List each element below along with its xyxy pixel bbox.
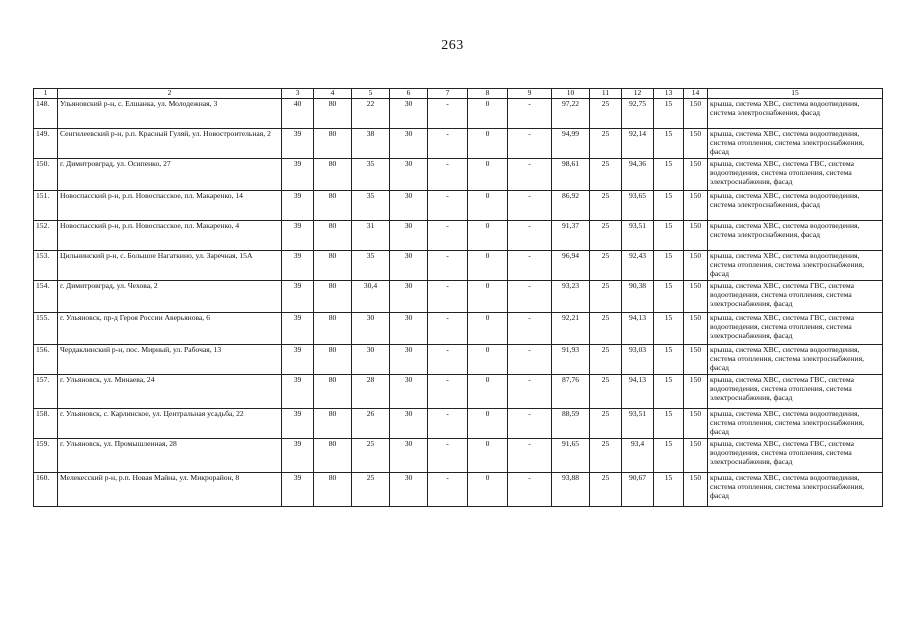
- value-cell-c9: -: [508, 281, 552, 313]
- value-cell-c9: -: [508, 191, 552, 221]
- value-cell-c4: 80: [314, 191, 352, 221]
- value-cell-c5: 31: [352, 221, 390, 251]
- value-cell-c7: -: [428, 281, 468, 313]
- value-cell-c7: -: [428, 345, 468, 375]
- value-cell-c8: 0: [468, 191, 508, 221]
- value-cell-c10: 93,88: [552, 473, 590, 507]
- column-header: 14: [684, 89, 708, 99]
- row-number-cell: 160.: [34, 473, 58, 507]
- value-cell-c8: 0: [468, 99, 508, 129]
- table-row: [34, 221, 883, 251]
- row-number-cell: 158.: [34, 409, 58, 439]
- value-cell-c6: 30: [390, 191, 428, 221]
- value-cell-c10: 91,93: [552, 345, 590, 375]
- value-cell-c3: 39: [282, 313, 314, 345]
- value-cell-c9: -: [508, 99, 552, 129]
- value-cell-c11: 25: [590, 281, 622, 313]
- table-row: [34, 99, 883, 129]
- value-cell-c11: 25: [590, 129, 622, 159]
- value-cell-c14: 150: [684, 129, 708, 159]
- value-cell-c6: 30: [390, 221, 428, 251]
- column-header: 3: [282, 89, 314, 99]
- value-cell-c14: 150: [684, 99, 708, 129]
- row-number-cell: 152.: [34, 221, 58, 251]
- value-cell-c7: -: [428, 159, 468, 191]
- value-cell-c5: 22: [352, 99, 390, 129]
- row-number-cell: 156.: [34, 345, 58, 375]
- column-header: 15: [708, 89, 883, 99]
- value-cell-c11: 25: [590, 221, 622, 251]
- value-cell-c14: 150: [684, 313, 708, 345]
- works-cell: крыша, система ХВС, система водоотведения, система электроснабжения, фасад: [708, 221, 883, 251]
- value-cell-c6: 30: [390, 99, 428, 129]
- row-number-cell: 154.: [34, 281, 58, 313]
- value-cell-c4: 80: [314, 159, 352, 191]
- value-cell-c11: 25: [590, 375, 622, 409]
- value-cell-c10: 87,76: [552, 375, 590, 409]
- value-cell-c3: 39: [282, 221, 314, 251]
- value-cell-c9: -: [508, 439, 552, 473]
- value-cell-c4: 80: [314, 221, 352, 251]
- column-header: 11: [590, 89, 622, 99]
- value-cell-c9: -: [508, 345, 552, 375]
- value-cell-c7: -: [428, 99, 468, 129]
- value-cell-c12: 90,38: [622, 281, 654, 313]
- value-cell-c7: -: [428, 439, 468, 473]
- value-cell-c3: 39: [282, 159, 314, 191]
- value-cell-c10: 97,22: [552, 99, 590, 129]
- works-cell: крыша, система ХВС, система водоотведения, система электроснабжения, фасад: [708, 191, 883, 221]
- works-cell: крыша, система ХВС, система водоотведения, система электроснабжения, фасад: [708, 99, 883, 129]
- value-cell-c3: 39: [282, 473, 314, 507]
- value-cell-c9: -: [508, 409, 552, 439]
- value-cell-c14: 150: [684, 191, 708, 221]
- value-cell-c6: 30: [390, 159, 428, 191]
- column-header: 5: [352, 89, 390, 99]
- value-cell-c13: 15: [654, 221, 684, 251]
- column-header: 13: [654, 89, 684, 99]
- value-cell-c13: 15: [654, 439, 684, 473]
- value-cell-c14: 150: [684, 281, 708, 313]
- value-cell-c13: 15: [654, 345, 684, 375]
- value-cell-c4: 80: [314, 439, 352, 473]
- value-cell-c13: 15: [654, 191, 684, 221]
- value-cell-c5: 30: [352, 313, 390, 345]
- value-cell-c4: 80: [314, 281, 352, 313]
- value-cell-c5: 25: [352, 439, 390, 473]
- value-cell-c10: 88,59: [552, 409, 590, 439]
- value-cell-c3: 39: [282, 375, 314, 409]
- address-cell: г. Ульяновск, пр-д Героя России Аверьянова, 6: [58, 313, 282, 345]
- value-cell-c14: 150: [684, 159, 708, 191]
- value-cell-c14: 150: [684, 409, 708, 439]
- value-cell-c11: 25: [590, 251, 622, 281]
- value-cell-c10: 92,21: [552, 313, 590, 345]
- row-number-cell: 150.: [34, 159, 58, 191]
- works-cell: крыша, система ХВС, система водоотведения, система отопления, система электроснабжения, фасад: [708, 129, 883, 159]
- value-cell-c3: 39: [282, 409, 314, 439]
- value-cell-c3: 39: [282, 129, 314, 159]
- value-cell-c5: 30: [352, 345, 390, 375]
- value-cell-c6: 30: [390, 313, 428, 345]
- value-cell-c14: 150: [684, 251, 708, 281]
- works-cell: крыша, система ХВС, система водоотведения, система отопления, система электроснабжения, фасад: [708, 345, 883, 375]
- value-cell-c8: 0: [468, 129, 508, 159]
- value-cell-c12: 92,14: [622, 129, 654, 159]
- value-cell-c6: 30: [390, 251, 428, 281]
- value-cell-c14: 150: [684, 439, 708, 473]
- value-cell-c8: 0: [468, 345, 508, 375]
- row-number-cell: 149.: [34, 129, 58, 159]
- value-cell-c5: 26: [352, 409, 390, 439]
- value-cell-c4: 80: [314, 409, 352, 439]
- column-header: 8: [468, 89, 508, 99]
- value-cell-c10: 93,23: [552, 281, 590, 313]
- value-cell-c12: 94,36: [622, 159, 654, 191]
- row-number-cell: 153.: [34, 251, 58, 281]
- value-cell-c6: 30: [390, 409, 428, 439]
- value-cell-c13: 15: [654, 99, 684, 129]
- value-cell-c5: 30,4: [352, 281, 390, 313]
- value-cell-c3: 39: [282, 439, 314, 473]
- value-cell-c7: -: [428, 409, 468, 439]
- value-cell-c6: 30: [390, 439, 428, 473]
- value-cell-c7: -: [428, 313, 468, 345]
- value-cell-c5: 28: [352, 375, 390, 409]
- value-cell-c11: 25: [590, 439, 622, 473]
- value-cell-c7: -: [428, 191, 468, 221]
- value-cell-c3: 39: [282, 251, 314, 281]
- value-cell-c11: 25: [590, 473, 622, 507]
- value-cell-c4: 80: [314, 375, 352, 409]
- works-cell: крыша, система ХВС, система ГВС, система водоотведения, система отопления, система электроснабжения, фасад: [708, 439, 883, 473]
- value-cell-c13: 15: [654, 129, 684, 159]
- address-cell: г. Ульяновск, с. Карлинское, ул. Центральная усадьба, 22: [58, 409, 282, 439]
- value-cell-c12: 92,75: [622, 99, 654, 129]
- value-cell-c9: -: [508, 473, 552, 507]
- value-cell-c3: 39: [282, 345, 314, 375]
- value-cell-c8: 0: [468, 281, 508, 313]
- value-cell-c14: 150: [684, 345, 708, 375]
- value-cell-c5: 35: [352, 191, 390, 221]
- row-number-cell: 151.: [34, 191, 58, 221]
- address-cell: Новоспасский р-н, р.п. Новоспасское, пл. Макаренко, 4: [58, 221, 282, 251]
- value-cell-c11: 25: [590, 409, 622, 439]
- works-cell: крыша, система ХВС, система водоотведения, система отопления, система электроснабжения, фасад: [708, 251, 883, 281]
- works-cell: крыша, система ХВС, система ГВС, система водоотведения, система отопления, система электроснабжения, фасад: [708, 159, 883, 191]
- address-cell: г. Ульяновск, ул. Промышленная, 28: [58, 439, 282, 473]
- value-cell-c13: 15: [654, 313, 684, 345]
- column-header: 10: [552, 89, 590, 99]
- value-cell-c14: 150: [684, 375, 708, 409]
- value-cell-c8: 0: [468, 473, 508, 507]
- value-cell-c6: 30: [390, 375, 428, 409]
- table-row: [34, 129, 883, 159]
- value-cell-c4: 80: [314, 129, 352, 159]
- value-cell-c8: 0: [468, 375, 508, 409]
- value-cell-c6: 30: [390, 345, 428, 375]
- value-cell-c12: 94,13: [622, 313, 654, 345]
- address-cell: г. Димитровград, ул. Осипенко, 27: [58, 159, 282, 191]
- repair-register-table: [33, 88, 883, 507]
- value-cell-c10: 86,92: [552, 191, 590, 221]
- address-cell: Цильнинский р-н, с. Большое Нагаткино, ул. Заречная, 15А: [58, 251, 282, 281]
- value-cell-c10: 96,94: [552, 251, 590, 281]
- table-row: [34, 473, 883, 507]
- value-cell-c9: -: [508, 251, 552, 281]
- value-cell-c8: 0: [468, 439, 508, 473]
- value-cell-c7: -: [428, 375, 468, 409]
- row-number-cell: 155.: [34, 313, 58, 345]
- table-row: [34, 251, 883, 281]
- value-cell-c12: 94,13: [622, 375, 654, 409]
- value-cell-c12: 92,43: [622, 251, 654, 281]
- address-cell: Сенгилеевский р-н, р.п. Красный Гуляй, ул. Новостроительная, 2: [58, 129, 282, 159]
- value-cell-c7: -: [428, 129, 468, 159]
- address-cell: Ульяновский р-н, с. Елшанка, ул. Молодежная, 3: [58, 99, 282, 129]
- column-header: 7: [428, 89, 468, 99]
- value-cell-c8: 0: [468, 409, 508, 439]
- value-cell-c4: 80: [314, 251, 352, 281]
- value-cell-c12: 93,51: [622, 409, 654, 439]
- value-cell-c11: 25: [590, 191, 622, 221]
- value-cell-c6: 30: [390, 281, 428, 313]
- value-cell-c12: 93,65: [622, 191, 654, 221]
- value-cell-c9: -: [508, 129, 552, 159]
- value-cell-c3: 39: [282, 281, 314, 313]
- table-row: [34, 313, 883, 345]
- value-cell-c7: -: [428, 221, 468, 251]
- value-cell-c4: 80: [314, 313, 352, 345]
- value-cell-c8: 0: [468, 251, 508, 281]
- value-cell-c9: -: [508, 221, 552, 251]
- table-row: [34, 191, 883, 221]
- value-cell-c12: 93,03: [622, 345, 654, 375]
- row-number-cell: 157.: [34, 375, 58, 409]
- value-cell-c9: -: [508, 313, 552, 345]
- value-cell-c8: 0: [468, 313, 508, 345]
- value-cell-c11: 25: [590, 345, 622, 375]
- value-cell-c13: 15: [654, 159, 684, 191]
- table-row: [34, 409, 883, 439]
- value-cell-c10: 91,65: [552, 439, 590, 473]
- table-row: [34, 159, 883, 191]
- page-number: 263: [441, 38, 464, 53]
- header-row: [34, 89, 883, 99]
- value-cell-c10: 94,99: [552, 129, 590, 159]
- works-cell: крыша, система ХВС, система ГВС, система водоотведения, система отопления, система электроснабжения, фасад: [708, 375, 883, 409]
- value-cell-c5: 35: [352, 251, 390, 281]
- value-cell-c12: 90,67: [622, 473, 654, 507]
- value-cell-c3: 40: [282, 99, 314, 129]
- address-cell: г. Димитровград, ул. Чехова, 2: [58, 281, 282, 313]
- value-cell-c13: 15: [654, 251, 684, 281]
- value-cell-c12: 93,51: [622, 221, 654, 251]
- value-cell-c6: 30: [390, 129, 428, 159]
- value-cell-c11: 25: [590, 99, 622, 129]
- column-header: 2: [58, 89, 282, 99]
- value-cell-c6: 30: [390, 473, 428, 507]
- value-cell-c4: 80: [314, 99, 352, 129]
- value-cell-c7: -: [428, 473, 468, 507]
- value-cell-c5: 25: [352, 473, 390, 507]
- value-cell-c8: 0: [468, 159, 508, 191]
- row-number-cell: 159.: [34, 439, 58, 473]
- value-cell-c4: 80: [314, 473, 352, 507]
- value-cell-c7: -: [428, 251, 468, 281]
- works-cell: крыша, система ХВС, система водоотведения, система отопления, система электроснабжения, фасад: [708, 473, 883, 507]
- value-cell-c13: 15: [654, 375, 684, 409]
- address-cell: г. Ульяновск, ул. Минаева, 24: [58, 375, 282, 409]
- value-cell-c13: 15: [654, 281, 684, 313]
- works-cell: крыша, система ХВС, система ГВС, система водоотведения, система отопления, система электроснабжения, фасад: [708, 313, 883, 345]
- value-cell-c5: 35: [352, 159, 390, 191]
- table-row: [34, 281, 883, 313]
- column-header: 12: [622, 89, 654, 99]
- value-cell-c13: 15: [654, 473, 684, 507]
- table-row: [34, 439, 883, 473]
- table-row: [34, 345, 883, 375]
- column-header: 4: [314, 89, 352, 99]
- value-cell-c11: 25: [590, 313, 622, 345]
- value-cell-c12: 93,4: [622, 439, 654, 473]
- works-cell: крыша, система ХВС, система ГВС, система водоотведения, система отопления, система электроснабжения, фасад: [708, 281, 883, 313]
- value-cell-c5: 38: [352, 129, 390, 159]
- value-cell-c9: -: [508, 159, 552, 191]
- table-row: [34, 375, 883, 409]
- column-header: 9: [508, 89, 552, 99]
- value-cell-c13: 15: [654, 409, 684, 439]
- value-cell-c8: 0: [468, 221, 508, 251]
- address-cell: Мелекесский р-н, р.п. Новая Майна, ул. Микрорайон, 8: [58, 473, 282, 507]
- row-number-cell: 148.: [34, 99, 58, 129]
- value-cell-c4: 80: [314, 345, 352, 375]
- column-header: 1: [34, 89, 58, 99]
- value-cell-c14: 150: [684, 473, 708, 507]
- works-cell: крыша, система ХВС, система водоотведения, система отопления, система электроснабжения, фасад: [708, 409, 883, 439]
- value-cell-c3: 39: [282, 191, 314, 221]
- value-cell-c10: 98,61: [552, 159, 590, 191]
- address-cell: Новоспасский р-н, р.п. Новоспасское, пл. Макаренко, 14: [58, 191, 282, 221]
- value-cell-c11: 25: [590, 159, 622, 191]
- address-cell: Чердаклинский р-н, пос. Мирный, ул. Рабочая, 13: [58, 345, 282, 375]
- value-cell-c14: 150: [684, 221, 708, 251]
- value-cell-c9: -: [508, 375, 552, 409]
- column-header: 6: [390, 89, 428, 99]
- value-cell-c10: 91,37: [552, 221, 590, 251]
